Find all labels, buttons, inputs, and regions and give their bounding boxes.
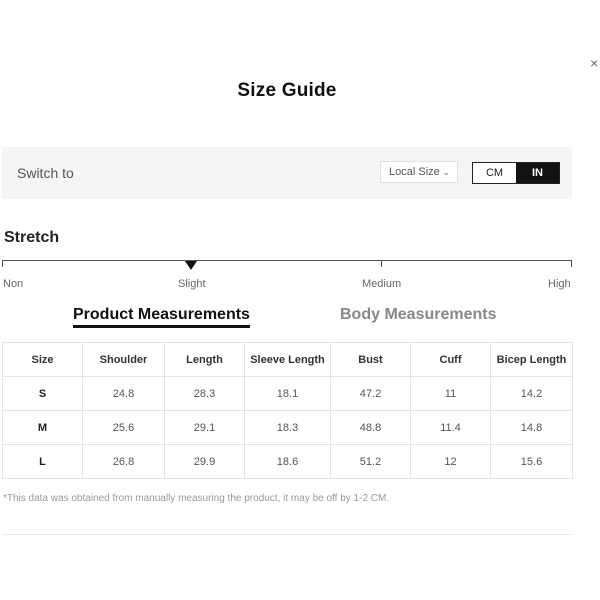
column-header: Sleeve Length	[245, 343, 331, 377]
column-header: Bicep Length	[491, 343, 573, 377]
column-header: Length	[165, 343, 245, 377]
stretch-tick	[571, 260, 572, 267]
table-row	[3, 411, 573, 445]
stretch-scale-line	[2, 260, 572, 261]
table-cell: 26.8	[83, 445, 165, 479]
table-cell: 11	[411, 377, 491, 411]
close-icon[interactable]: ×	[590, 56, 599, 70]
unit-cm-button[interactable]: CM	[485, 167, 504, 179]
column-header: Cuff	[411, 343, 491, 377]
stretch-label-medium: Medium	[362, 278, 402, 290]
table-cell: S	[3, 377, 83, 411]
table-cell: 14.8	[491, 411, 573, 445]
unit-toggle	[472, 162, 560, 184]
unit-in-button[interactable]: IN	[516, 163, 559, 183]
local-size-label: Local Size	[389, 166, 440, 178]
tab-product-measurements[interactable]: Product Measurements	[73, 306, 250, 328]
stretch-tick	[2, 260, 3, 267]
table-row	[3, 445, 573, 479]
table-cell: 24.8	[83, 377, 165, 411]
stretch-label-non: Non	[3, 278, 24, 290]
stretch-label-slight: Slight	[178, 278, 206, 290]
table-cell: 28.3	[165, 377, 245, 411]
tab-body-measurements[interactable]: Body Measurements	[340, 306, 497, 323]
switch-label: Switch to	[17, 165, 74, 181]
table-cell: L	[3, 445, 83, 479]
table-cell: 14.2	[491, 377, 573, 411]
table-cell: 47.2	[331, 377, 411, 411]
table-cell: 12	[411, 445, 491, 479]
page-title: Size Guide	[237, 80, 337, 101]
stretch-marker-icon	[185, 261, 197, 270]
table-cell: M	[3, 411, 83, 445]
stretch-label-high: High	[548, 278, 571, 290]
table-cell: 18.3	[245, 411, 331, 445]
measurement-disclaimer: *This data was obtained from manually measuring the product, it may be off by 1-2 CM.	[3, 493, 390, 504]
table-cell: 11.4	[411, 411, 491, 445]
unit-switch-bar	[2, 147, 572, 199]
table-cell: 29.1	[165, 411, 245, 445]
column-header: Bust	[331, 343, 411, 377]
stretch-title: Stretch	[4, 229, 60, 246]
table-cell: 18.1	[245, 377, 331, 411]
divider	[2, 534, 572, 535]
table-cell: 18.6	[245, 445, 331, 479]
table-row	[3, 377, 573, 411]
table-cell: 48.8	[331, 411, 411, 445]
table-cell: 29.9	[165, 445, 245, 479]
stretch-tick	[381, 260, 382, 267]
local-size-dropdown[interactable]	[380, 161, 458, 183]
column-header: Size	[3, 343, 83, 377]
table-header-row	[3, 343, 573, 377]
column-header: Shoulder	[83, 343, 165, 377]
measurements-table	[2, 342, 573, 479]
table-cell: 25.6	[83, 411, 165, 445]
table-cell: 15.6	[491, 445, 573, 479]
table-cell: 51.2	[331, 445, 411, 479]
chevron-down-icon: ⌄	[442, 167, 450, 177]
